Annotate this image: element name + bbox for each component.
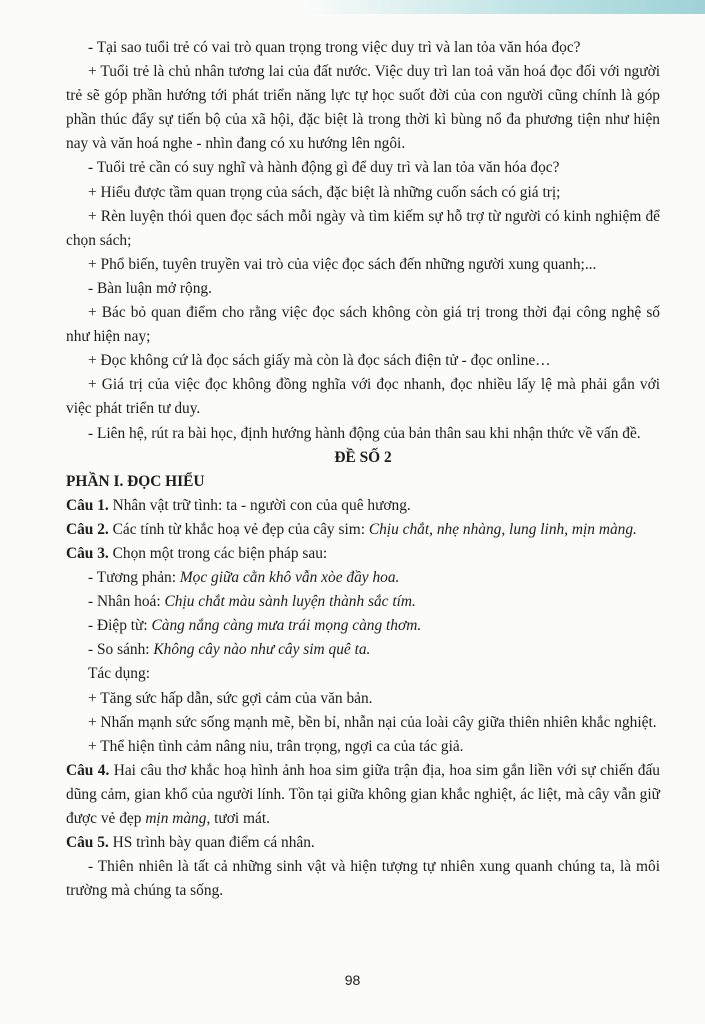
device-example: Chịu chắt màu sành luyện thành sắc tím. — [164, 593, 416, 611]
question-youth-actions: - Tuổi trẻ cần có suy nghĩ và hành động gì để duy trì và lan tỏa văn hóa đọc? — [88, 159, 560, 177]
device-example: Không cây nào như cây sim quê ta. — [153, 641, 371, 659]
effect-item: + Nhấn mạnh sức sống mạnh mẽ, bền bỉ, nhẫn nại của loài cây giữa thiên nhiên khắc nghiệt. — [88, 713, 657, 731]
discussion-heading: - Bàn luận mở rộng. — [88, 279, 212, 297]
device-example: Mọc giữa cằn khô vẫn xòe đầy hoa. — [179, 569, 400, 587]
device-comparison — [66, 638, 660, 662]
question-3 — [66, 542, 660, 566]
answer-youth-role: + Tuổi trẻ là chủ nhân tương lai của đất nước. Việc duy trì lan toả văn hoá đọc đối với người trẻ sẽ góp phần hướng tới phát triển năng lực tự học suốt đời của con người cũng chính là góp phần thúc đẩy sự tiến bộ của xã hội, đặc biệt là trong thời kì bùng nổ đa phương tiện như hiện nay và văn hoá nghe - nhìn đang có xu hướng lên ngôi. — [66, 63, 660, 153]
question-5-text: HS trình bày quan điểm cá nhân. — [108, 834, 315, 852]
discussion-ebooks: + Đọc không cứ là đọc sách giấy mà còn là đọc sách điện tử - đọc online… — [88, 352, 551, 370]
discussion-value: + Giá trị của việc đọc không đồng nghĩa với đọc nhanh, đọc nhiều lấy lệ mà phải gắn với việc phát triển tư duy. — [66, 376, 660, 418]
page-content — [66, 36, 660, 903]
action-habit: + Rèn luyện thói quen đọc sách mỗi ngày và tìm kiếm sự hỗ trợ từ người có kinh nghiệm để chọn sách; — [66, 207, 660, 249]
exam-title: ĐỀ SỐ 2 — [334, 448, 392, 466]
question-5-point: - Thiên nhiên là tất cả những sinh vật và hiện tượng tự nhiên xung quanh chúng ta, là môi trường mà chúng ta sống. — [66, 858, 660, 900]
device-contrast — [66, 566, 660, 590]
effect-item: + Thể hiện tình cảm nâng niu, trân trọng, ngợi ca của tác giả. — [88, 737, 464, 755]
action-understand: + Hiểu được tầm quan trọng của sách, đặc biệt là những cuốn sách có giá trị; — [88, 183, 561, 201]
question-4-tail: , tươi mát. — [206, 810, 270, 827]
device-name: - Nhân hoá: — [88, 593, 165, 611]
question-4 — [66, 759, 660, 831]
section-title: PHẦN I. ĐỌC HIỂU — [66, 472, 205, 490]
device-personification — [66, 590, 660, 614]
question-5-label: Câu 5. — [66, 834, 109, 852]
question-2-text: Các tính từ khắc hoạ vẻ đẹp của cây sim: — [108, 520, 369, 538]
question-3-label: Câu 3. — [66, 544, 109, 562]
question-2-adjectives: Chịu chắt, nhẹ nhàng, lung linh, mịn màng. — [368, 520, 637, 538]
question-2 — [66, 518, 660, 542]
effect-item: + Tăng sức hấp dẫn, sức gợi cảm của văn bản. — [88, 689, 373, 707]
discussion-reject: + Bác bỏ quan điểm cho rằng việc đọc sách không còn giá trị trong thời đại công nghệ số như hiện nay; — [66, 304, 660, 346]
question-1-label: Câu 1. — [66, 496, 109, 514]
question-4-italic: mịn màng — [145, 810, 207, 827]
question-5 — [66, 831, 660, 855]
device-repetition — [66, 614, 660, 638]
effect-heading: Tác dụng: — [88, 665, 150, 683]
question-4-text: Hai câu thơ khắc hoạ hình ảnh hoa sim giữa trận địa, hoa sim gắn liền với sự chiến đấu dũng cảm, gian khổ của người lính. Tồn tại giữa không gian khắc nghiệt, ác liệt, mà cây vẫn giữ được vẻ đẹp — [66, 761, 660, 827]
action-promote: + Phổ biến, tuyên truyền vai trò của việc đọc sách đến những người xung quanh;... — [88, 255, 597, 273]
question-why-youth: - Tại sao tuổi trẻ có vai trò quan trọng trong việc duy trì và lan tỏa văn hóa đọc? — [88, 39, 581, 56]
question-1-text: Nhân vật trữ tình: ta - người con của quê hương. — [108, 496, 411, 514]
lesson-line: - Liên hệ, rút ra bài học, định hướng hành động của bản thân sau khi nhận thức về vấn đề. — [88, 424, 641, 442]
question-1 — [66, 494, 660, 518]
question-3-text: Chọn một trong các biện pháp sau: — [108, 544, 328, 562]
device-name: - Tương phản: — [88, 569, 180, 587]
device-name: - Điệp từ: — [88, 617, 152, 635]
question-4-label: Câu 4. — [66, 761, 110, 779]
page-number: 98 — [344, 972, 361, 988]
device-name: - So sánh: — [88, 641, 154, 659]
top-decorative-band — [300, 0, 705, 14]
question-2-label: Câu 2. — [66, 520, 109, 538]
device-example: Càng nắng càng mưa trái mọng càng thơm. — [151, 617, 422, 635]
